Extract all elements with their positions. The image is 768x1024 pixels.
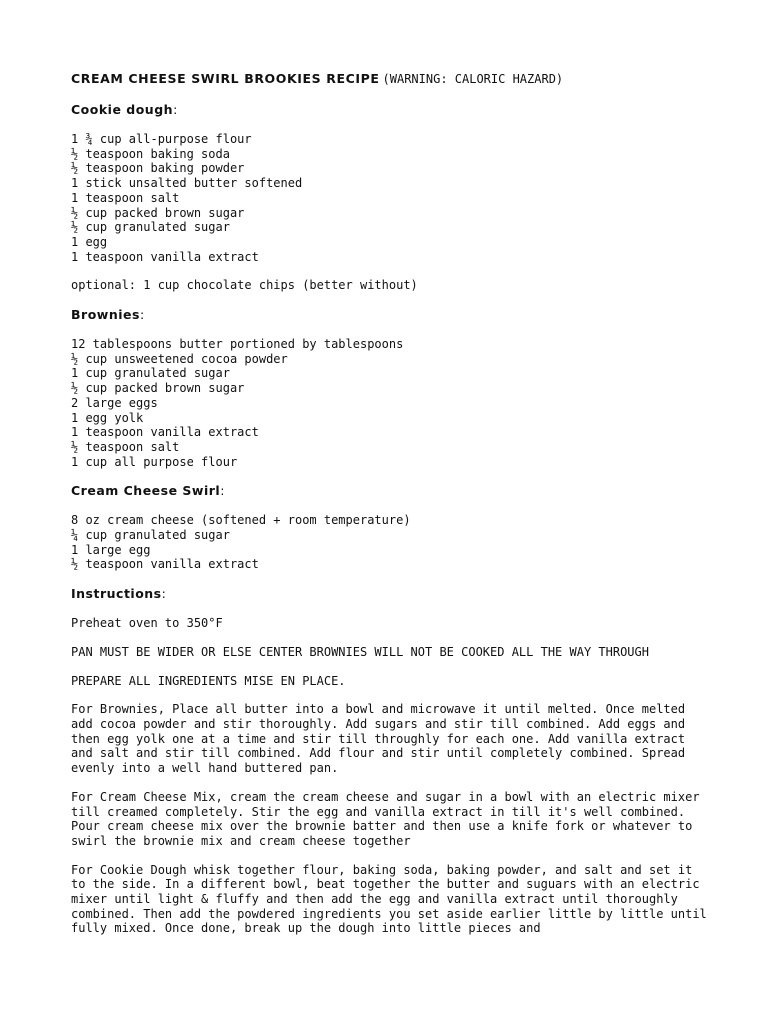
ingredient-item: ½ teaspoon vanilla extract xyxy=(71,557,259,572)
instruction-step: For Cream Cheese Mix, cream the cream cheese and sugar in a bowl with an electric mixer till creamed completely. Stir the egg and vanilla extract in till it's well combined. Pour cream cheese mix over the brownie batter and then use a knife fork or whatever to swirl the brownie mix and cream cheese together xyxy=(71,789,700,848)
recipe-document xyxy=(71,70,711,950)
optional-note: optional: 1 cup chocolate chips (better without) xyxy=(71,278,418,293)
cookie-dough-heading: Cookie dough: xyxy=(71,102,178,117)
ingredient-item: ½ cup granulated sugar xyxy=(71,220,230,235)
ingredient-item: 1 stick unsalted butter softened xyxy=(71,176,303,191)
cream-cheese-swirl-heading: Cream Cheese Swirl: xyxy=(71,483,225,499)
ingredient-item: ½ cup packed brown sugar xyxy=(71,205,245,220)
recipe-title: CREAM CHEESE SWIRL BROOKIES RECIPE xyxy=(71,71,380,86)
ingredient-item: 1 large egg xyxy=(71,542,151,557)
ingredient-item: 1 cup granulated sugar xyxy=(71,366,230,381)
ingredient-item: 1 egg xyxy=(71,234,108,249)
instruction-step: PAN MUST BE WIDER OR ELSE CENTER BROWNIES WILL NOT BE COOKED ALL THE WAY THROUGH xyxy=(71,644,649,659)
document-title xyxy=(71,70,711,88)
ingredient-item: ½ cup packed brown sugar xyxy=(71,381,245,396)
ingredient-item: 8 oz cream cheese (softened + room temperature) xyxy=(71,513,411,528)
ingredient-item: 1 teaspoon vanilla extract xyxy=(71,249,259,264)
ingredient-item: ½ teaspoon salt xyxy=(71,439,180,454)
instruction-step: Preheat oven to 350°F xyxy=(71,616,223,631)
brownies-ingredients xyxy=(71,337,711,469)
ingredient-item: ½ teaspoon baking powder xyxy=(71,161,245,176)
instructions-heading: Instructions: xyxy=(71,586,167,602)
ingredient-item: 1 cup all purpose flour xyxy=(71,454,238,469)
ingredient-item: 12 tablespoons butter portioned by tablespoons xyxy=(71,337,404,352)
caloric-warning: (WARNING: CALORIC HAZARD) xyxy=(382,72,564,86)
ingredient-item: 1 ¾ cup all-purpose flour xyxy=(71,132,252,146)
cream-cheese-swirl-ingredients xyxy=(71,513,711,572)
instruction-step: PREPARE ALL INGREDIENTS MISE EN PLACE. xyxy=(71,673,346,688)
ingredient-item: ½ cup unsweetened cocoa powder xyxy=(71,351,288,366)
ingredient-item: 1 egg yolk xyxy=(71,410,144,425)
ingredient-item: 1 teaspoon salt xyxy=(71,190,180,205)
instruction-step: For Cookie Dough whisk together flour, baking soda, baking powder, and salt and set it to the side. In a different bowl, beat together the butter and suguars with an electric mixer until light & fluffy and then add the egg and vanilla extract until thoroughly combined. Then add the powdered ingredients you set aside earlier little by little until fully mixed. Once done, break up the dough into little pieces and xyxy=(71,862,707,936)
ingredient-item: ½ teaspoon baking soda xyxy=(71,146,230,161)
cookie-dough-ingredients xyxy=(71,132,711,264)
brownies-heading: Brownies: xyxy=(71,307,145,323)
ingredient-item: 2 large eggs xyxy=(71,395,158,410)
instruction-step: For Brownies, Place all butter into a bowl and microwave it until melted. Once melted add cocoa powder and stir thoroughly. Add sugars and stir till combined. Add eggs and then egg yolk one at a time and stir till throughly for each one. Add vanilla extract and salt and stir till combined. Add flour and stir until completely combined. Spread evenly into a well hand buttered pan. xyxy=(71,702,686,776)
ingredient-item: ¼ cup granulated sugar xyxy=(71,528,230,543)
ingredient-item: 1 teaspoon vanilla extract xyxy=(71,425,259,440)
